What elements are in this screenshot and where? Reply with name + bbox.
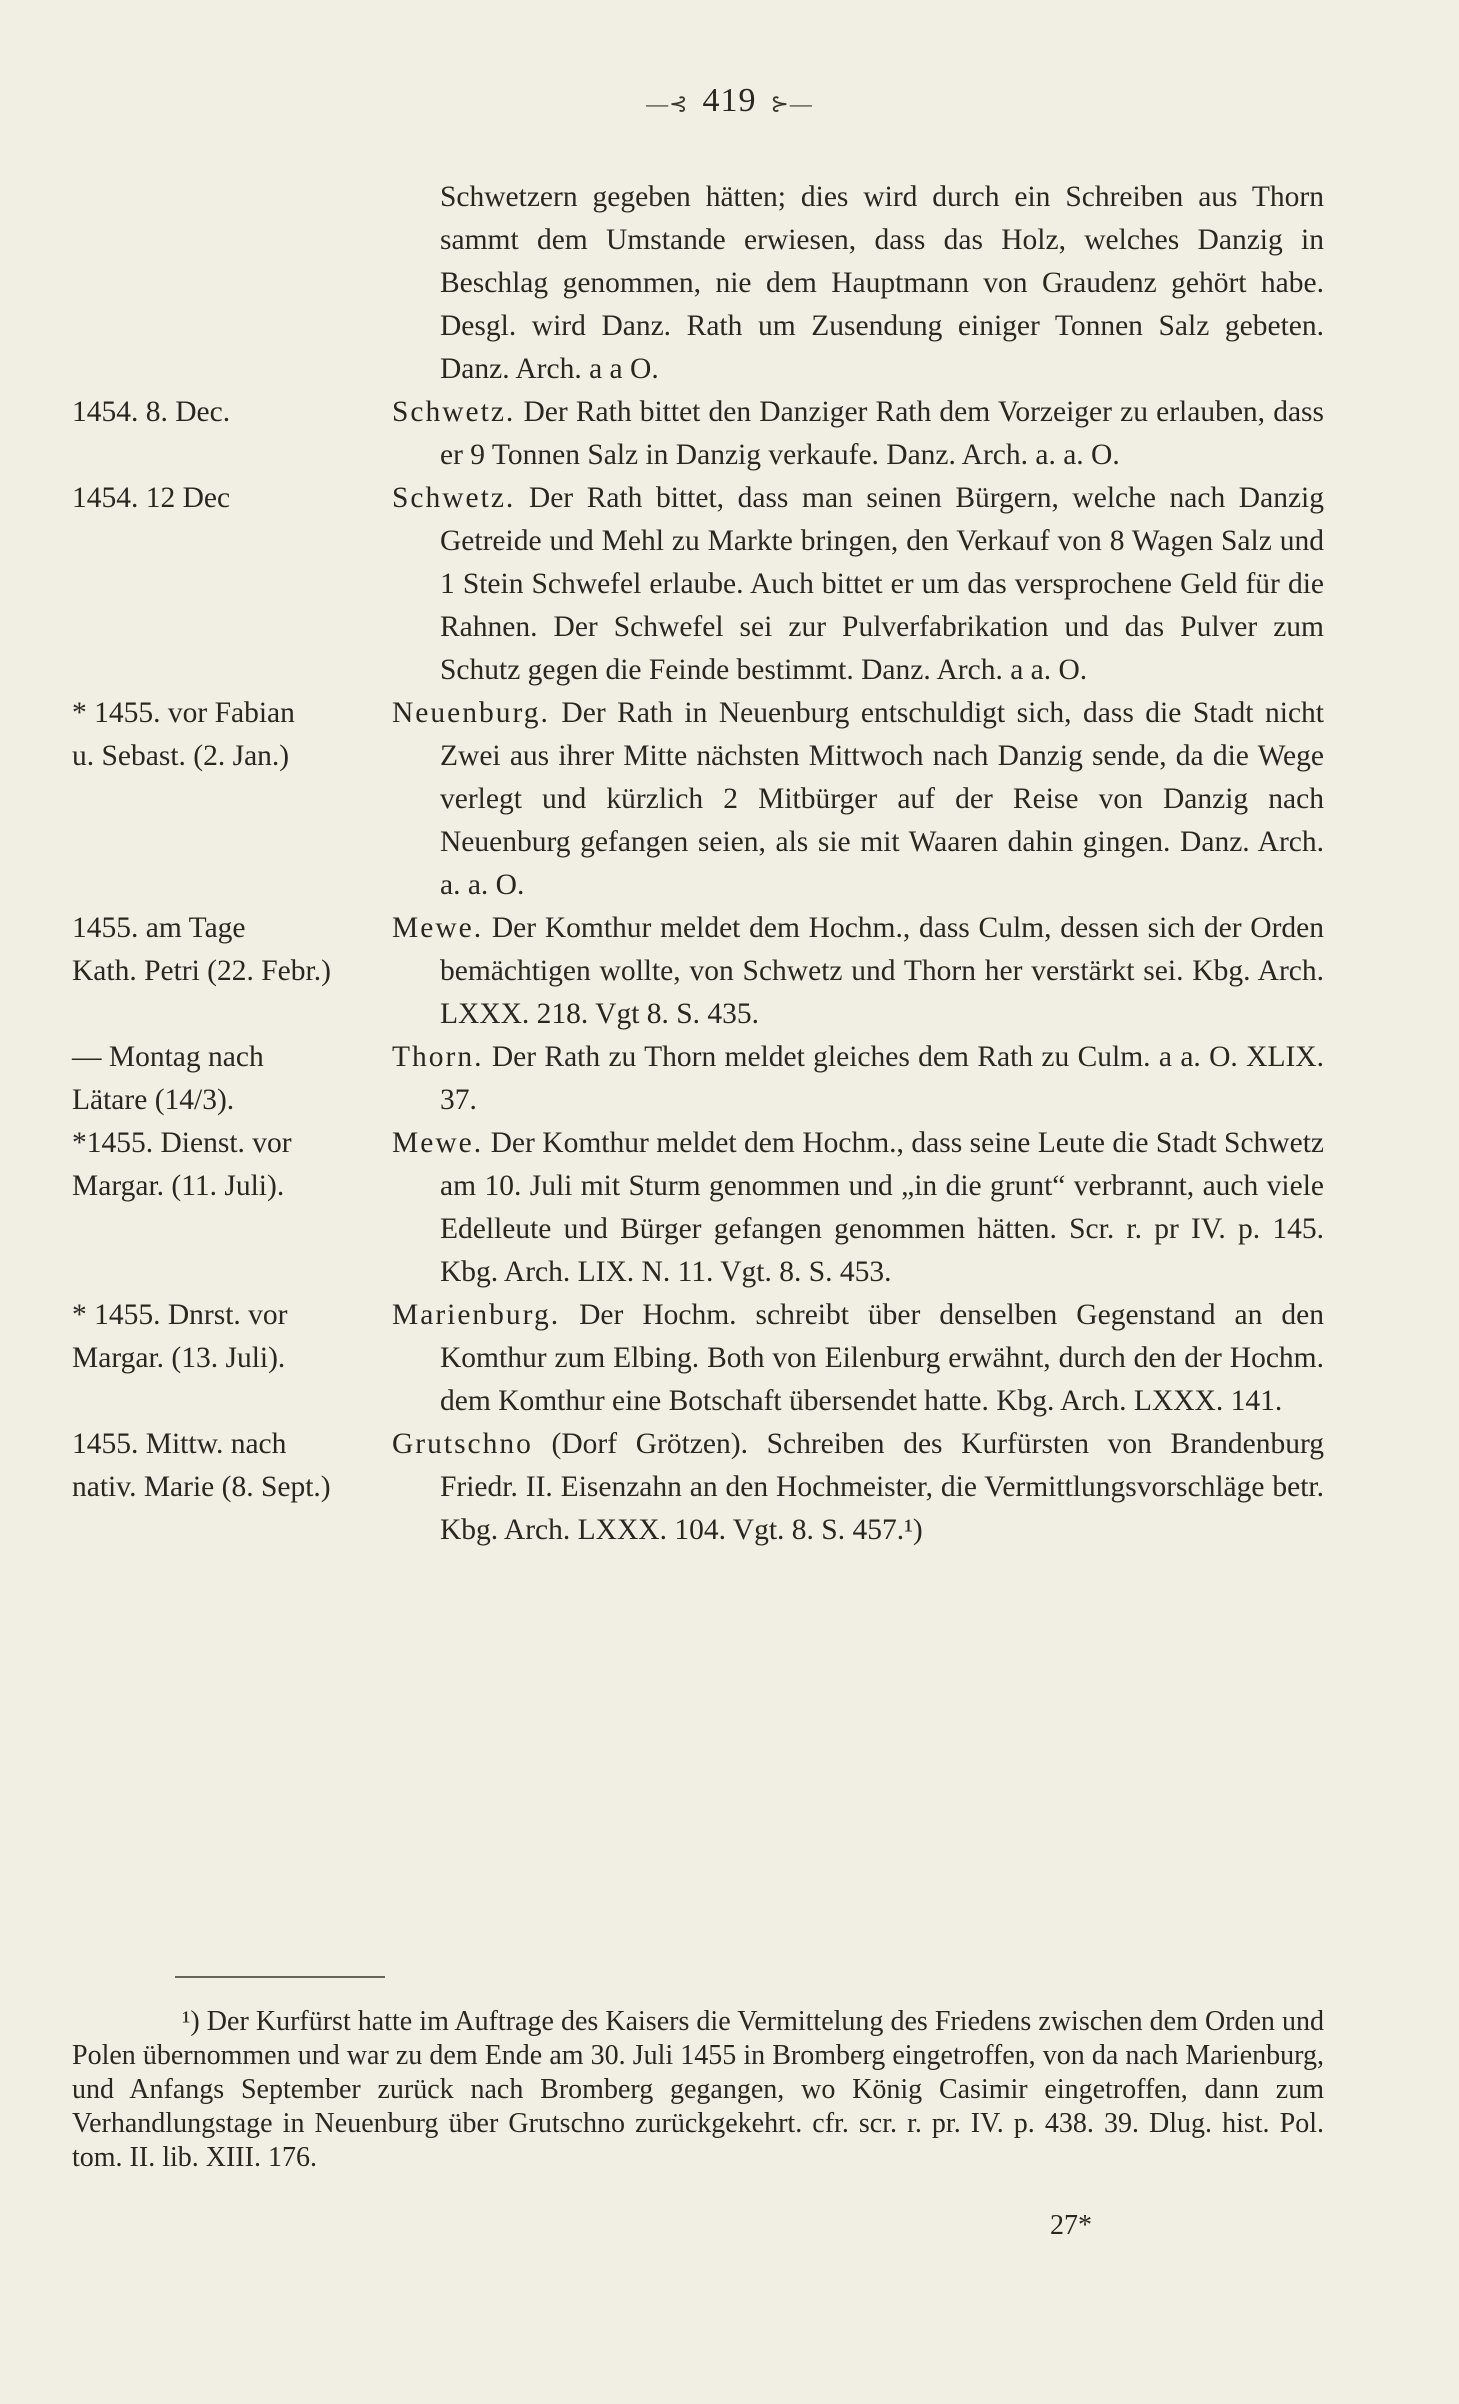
entry-place: Marienburg. [392,1299,561,1331]
page-header [0,82,1459,120]
footnote-rule [175,1976,385,1978]
entry-date-line-1: * 1455. Dnrst. vor [72,1299,288,1331]
entry-content: Der Rath bittet den Danziger Rath dem Vorzeiger zu erlauben, dass er 9 Tonnen Salz in Danzig verkaufe. Danz. Arch. a. a. O. [440,396,1324,471]
entry-place: Neuenburg. [392,697,550,729]
entry-text [392,477,1324,692]
entry-date-line-1: 1455. Mittw. nach [72,1428,287,1460]
entry-date-line-1: * 1455. vor Fabian [72,697,295,729]
entry-date-line-2: Kath. Petri (22. Febr.) [72,955,331,987]
entry-place: Mewe. [392,1127,484,1159]
regest-entry [72,391,1324,477]
entry-text [392,692,1324,907]
regest-entry [72,1423,1324,1552]
entry-date-line-1: 1455. am Tage [72,912,246,944]
entry-text [392,1294,1324,1423]
entry-place: Schwetz. [392,396,516,428]
ornament-left: —⊰ [646,91,689,116]
intro-entry [72,176,1324,391]
regest-entry [72,1036,1324,1122]
entry-text [392,391,1324,477]
entry-date-line-2: nativ. Marie (8. Sept.) [72,1471,331,1503]
entry-date [72,1294,392,1423]
entry-content: Der Rath in Neuenburg entschuldigt sich, dass die Stadt nicht Zwei aus ihrer Mitte nächsten Mittwoch nach Danzig sende, da die Wege verlegt und kürzlich 2 Mitbürger auf der Reise von Danzig nach Neuenburg gefangen seien, als sie mit Waaren dahin gingen. Danz. Arch. a. a. O. [440,697,1324,901]
entry-date-line-2: Lätare (14/3). [72,1084,235,1116]
entry-date-line-1: 1454. 8. Dec. [72,396,231,428]
entry-date [72,477,392,692]
entry-text [392,1036,1324,1122]
entry-date-line-1: 1454. 12 Dec [72,482,231,514]
page-number: 419 [702,82,757,119]
regest-entry [72,907,1324,1036]
intro-text: Schwetzern gegeben hätten; dies wird durch ein Schreiben aus Thorn sammt dem Umstande erwiesen, dass das Holz, welches Danzig in Beschlag genommen, nie dem Hauptmann von Graudenz gehört habe. Desgl. wird Danz. Rath um Zusendung einiger Tonnen Salz gebeten. Danz. Arch. a a O. [440,181,1324,385]
entry-content: (Dorf Grötzen). Schreiben des Kurfürsten von Brandenburg Friedr. II. Eisenzahn an den Hochmeister, die Vermittlungsvorschläge betr. Kbg. Arch. LXXX. 104. Vgt. 8. S. 457.¹) [440,1428,1324,1546]
entry-text [392,1423,1324,1552]
entry-content: Der Komthur meldet dem Hochm., dass seine Leute die Stadt Schwetz am 10. Juli mit Sturm genommen und „in die grunt“ verbrannt, auch viele Edelleute und Bürger gefangen genommen hätten. Scr. r. pr IV. p. 145. Kbg. Arch. LIX. N. 11. Vgt. 8. S. 453. [440,1127,1324,1288]
entry-date-line-1: — Montag nach [72,1041,264,1073]
entry-date-line-1: *1455. Dienst. vor [72,1127,292,1159]
entry-date [72,1122,392,1294]
entry-place: Grutschno [392,1428,533,1460]
entries-list [72,391,1324,1552]
footnote-text: ¹) Der Kurfürst hatte im Auftrage des Kaisers die Vermittelung des Friedens zwischen dem Orden und Polen übernommen und war zu dem Ende am 30. Juli 1455 in Bromberg eingetroffen, von da nach Marienburg, und Anfangs September zurück nach Bromberg gegangen, wo König Casimir eingetroffen, dann zum Verhandlungstage in Neuenburg über Grutschno zurückgekehrt. cfr. scr. r. pr. IV. p. 438. 39. Dlug. hist. Pol. tom. II. lib. XIII. 176. [72,2006,1324,2173]
entry-place: Thorn. [392,1041,484,1073]
regest-entry [72,1294,1324,1423]
entry-date [72,907,392,1036]
entry-date [72,692,392,907]
entry-content: Der Rath bittet, dass man seinen Bürgern, welche nach Danzig Getreide und Mehl zu Markte bringen, den Verkauf von 8 Wagen Salz und 1 Stein Schwefel erlaube. Auch bittet er um das versprochene Geld für die Rahnen. Der Schwefel sei zur Pulverfabrikation und das Pulver zum Schutz gegen die Feinde bestimmt. Danz. Arch. a a. O. [440,482,1324,686]
footnote [72,2005,1324,2175]
entry-text [392,1122,1324,1294]
entry-date [72,391,392,477]
entry-text [392,907,1324,1036]
regest-entry [72,1122,1324,1294]
regest-entry [72,692,1324,907]
entry-date-line-2: Margar. (13. Juli). [72,1342,286,1374]
regest-entry [72,477,1324,692]
signature-mark: 27* [1050,2210,1092,2241]
ornament-right: ⊱— [770,91,813,116]
entry-place: Mewe. [392,912,484,944]
entry-date-line-2: Margar. (11. Juli). [72,1170,285,1202]
regesta-body [72,176,1324,1552]
entry-date [72,1423,392,1552]
entry-content: Der Rath zu Thorn meldet gleiches dem Rath zu Culm. a a. O. XLIX. 37. [440,1041,1324,1116]
entry-content: Der Komthur meldet dem Hochm., dass Culm, dessen sich der Orden bemächtigen wollte, von Schwetz und Thorn her verstärkt sei. Kbg. Arch. LXXX. 218. Vgt 8. S. 435. [440,912,1324,1030]
entry-date [72,1036,392,1122]
entry-place: Schwetz. [392,482,516,514]
entry-date-line-2: u. Sebast. (2. Jan.) [72,740,290,772]
entry-content: Der Hochm. schreibt über denselben Gegenstand an den Komthur zum Elbing. Both von Eilenburg erwähnt, durch den der Hochm. dem Komthur eine Botschaft übersendet hatte. Kbg. Arch. LXXX. 141. [440,1299,1324,1417]
